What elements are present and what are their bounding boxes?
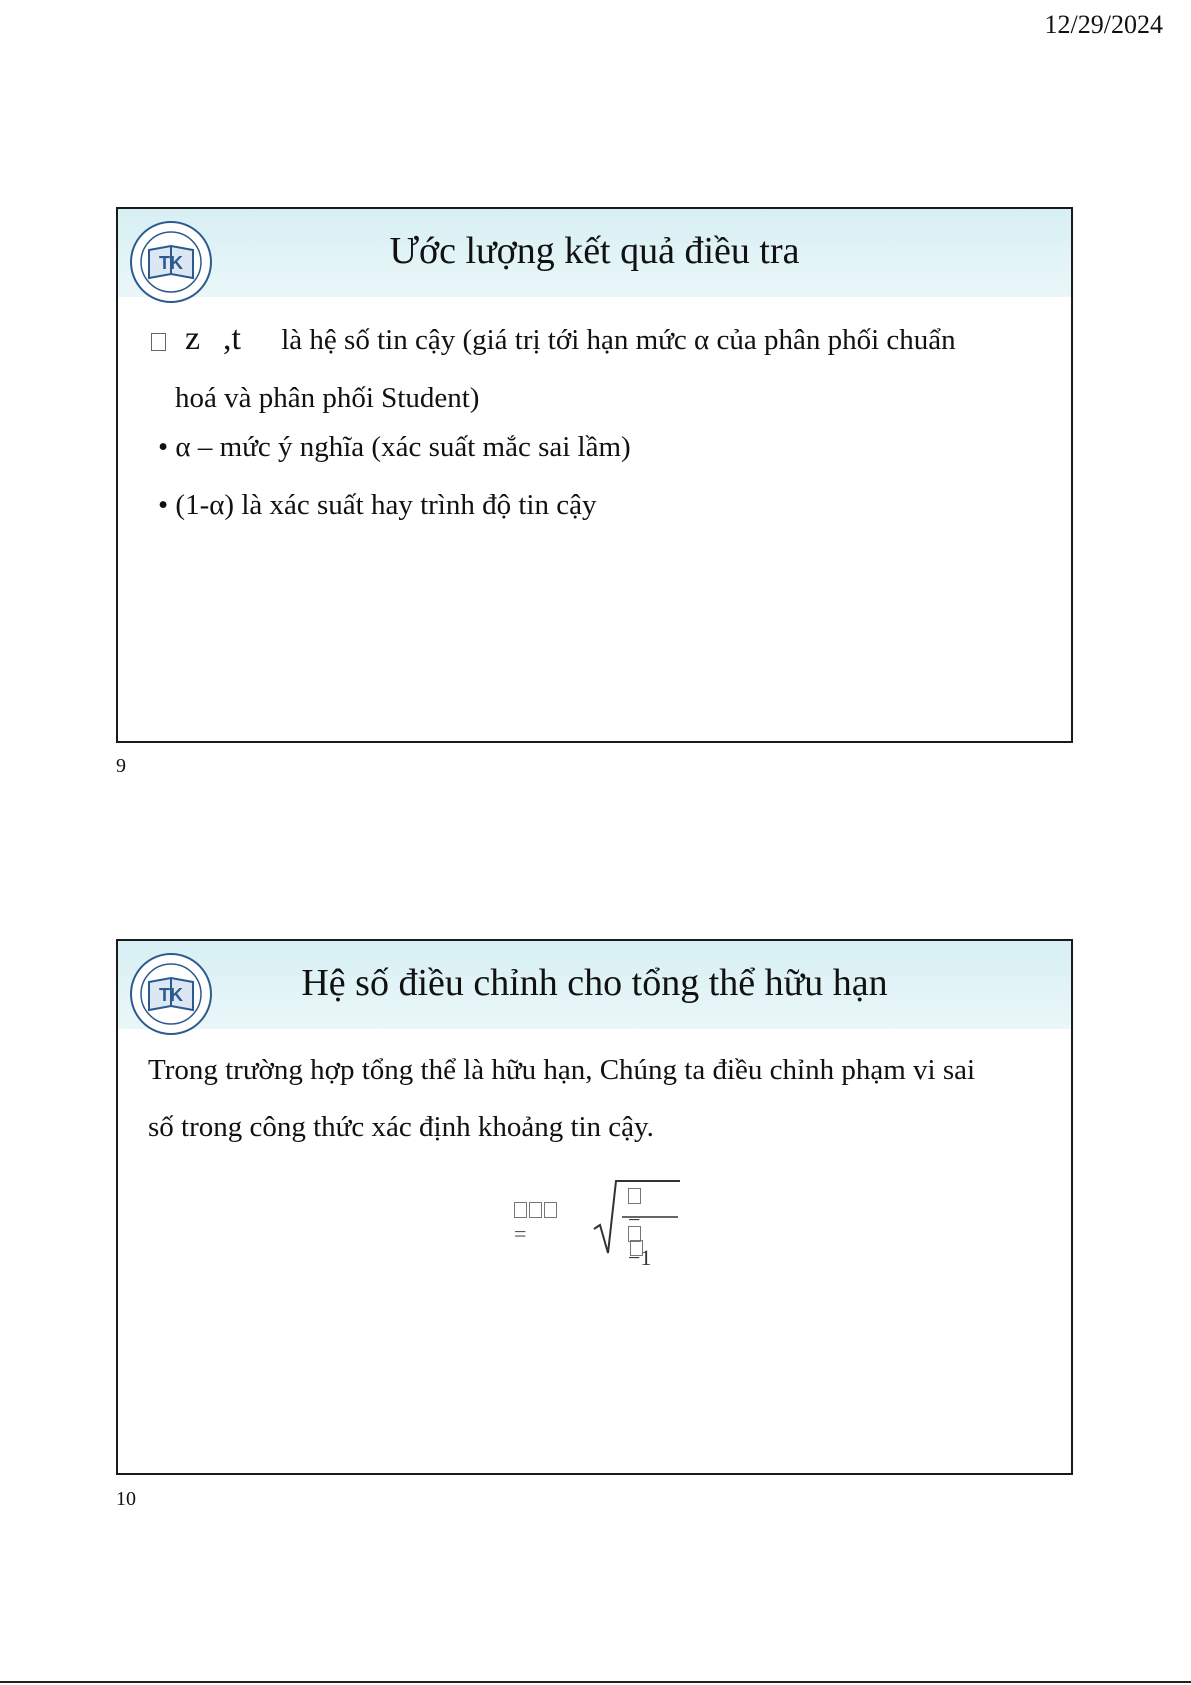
slide-title: Hệ số điều chỉnh cho tổng thể hữu hạn <box>301 962 888 1004</box>
placeholder-glyph-icon <box>628 1226 641 1242</box>
bullet-dot-icon: • <box>158 489 169 521</box>
slide-header <box>118 209 1071 297</box>
page-number: 9 <box>116 755 126 777</box>
bullet-text: α – mức ý nghĩa (xác suất mắc sai lầm) <box>175 431 631 463</box>
paragraph-line-2: số trong công thức xác định khoảng tin cậy. <box>148 1111 654 1143</box>
denominator-op: −1 <box>628 1245 652 1270</box>
correction-formula <box>398 1167 652 1270</box>
page-number: 10 <box>116 1488 136 1510</box>
bottom-divider <box>0 1681 1191 1683</box>
placeholder-glyph-icon <box>514 1202 527 1218</box>
slide-header <box>118 941 1071 1029</box>
slide-title: Ước lượng kết quả điều tra <box>389 230 800 272</box>
formula-denominator <box>628 1219 651 1271</box>
placeholder-glyph-icon <box>529 1202 542 1218</box>
reliability-line-1 <box>151 320 956 357</box>
t-symbol: ,t <box>223 320 241 357</box>
reliability-text: là hệ số tin cậy (giá trị tới hạn mức α của phân phối chuẩn <box>281 324 956 356</box>
bullet-box-icon <box>151 333 166 351</box>
formula-equals: = <box>514 1221 527 1246</box>
placeholder-glyph-icon <box>544 1202 557 1218</box>
formula-lhs <box>514 1195 568 1247</box>
z-symbol: z <box>185 320 201 357</box>
bullet-item <box>158 431 631 464</box>
bullet-item <box>158 489 596 522</box>
date-label: 12/29/2024 <box>1044 10 1163 39</box>
slide-10 <box>116 939 1073 1475</box>
bullet-dot-icon: • <box>158 431 169 463</box>
slide-9 <box>116 207 1073 743</box>
bullet-text: (1-α) là xác suất hay trình độ tin cậy <box>175 489 597 521</box>
svg-text:TK: TK <box>159 985 183 1005</box>
paragraph-line-1: Trong trường hợp tổng thể là hữu hạn, Chúng ta điều chỉnh phạm vi sai <box>148 1054 976 1086</box>
svg-text:TK: TK <box>159 253 183 273</box>
reliability-line-2: hoá và phân phối Student) <box>175 382 480 414</box>
placeholder-glyph-icon <box>628 1188 641 1204</box>
numerator-op: − <box>628 1207 641 1232</box>
